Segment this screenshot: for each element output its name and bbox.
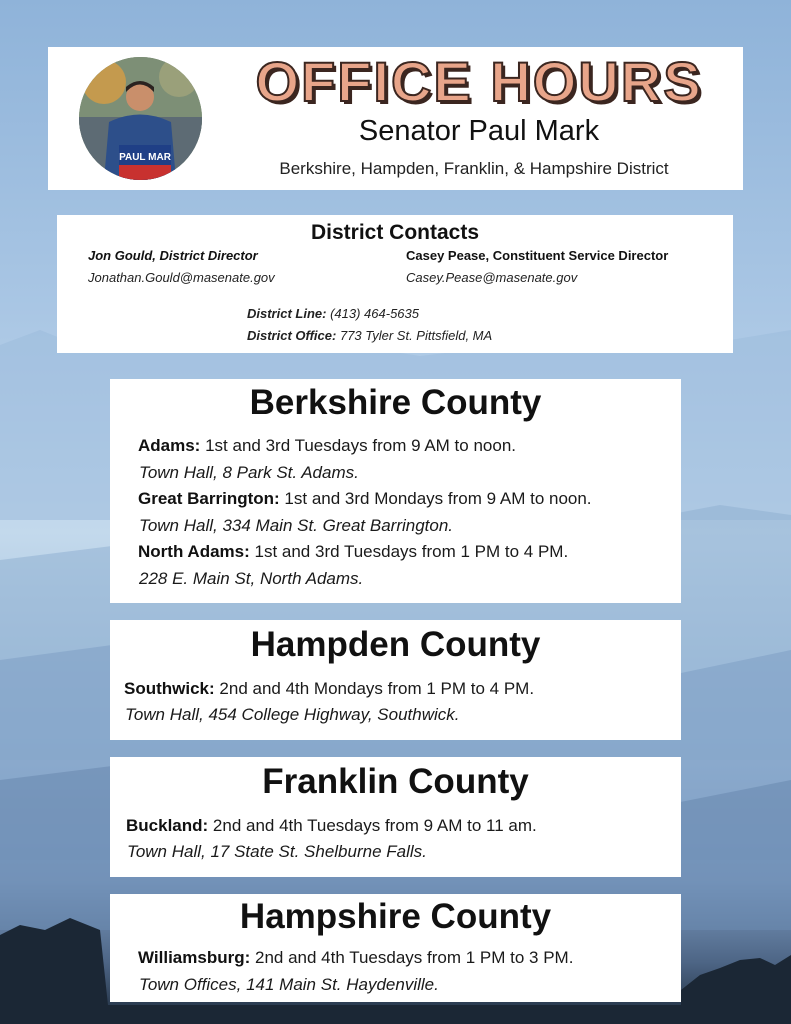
page-title: OFFICE HOURS [255, 50, 703, 113]
county-title: Hampshire County [239, 897, 552, 936]
district-office-label: District Office: [247, 328, 337, 343]
town-name: Adams: [138, 436, 201, 455]
district-line-value[interactable]: (413) 464-5635 [330, 306, 419, 321]
header-card [48, 47, 743, 190]
county-card-hampshire [110, 894, 681, 1002]
county-card-franklin [110, 757, 681, 877]
hours-text: 2nd and 4th Mondays from 1 PM to 4 PM. [219, 679, 535, 698]
district-line-label: District Line: [247, 306, 327, 321]
hours-text: 1st and 3rd Tuesdays from 9 AM to noon. [205, 436, 516, 455]
office-hours-entry [126, 816, 537, 836]
photo-sign-text: PAUL MAR [119, 152, 171, 163]
district-contacts-card [57, 215, 733, 353]
office-address: 228 E. Main St, North Adams. [139, 569, 364, 588]
senator-photo-image [79, 57, 202, 180]
county-title: Berkshire County [249, 383, 542, 422]
office-address: Town Offices, 141 Main St. Haydenville. [139, 975, 439, 994]
contacts-title: District Contacts [310, 221, 480, 244]
senator-name: Senator Paul Mark [358, 115, 600, 147]
senator-photo [79, 57, 202, 180]
contact-email[interactable]: Jonathan.Gould@masenate.gov [88, 270, 275, 285]
hours-text: 2nd and 4th Tuesdays from 1 PM to 3 PM. [254, 948, 574, 967]
contact-email[interactable]: Casey.Pease@masenate.gov [406, 270, 578, 285]
town-name: Buckland: [126, 816, 209, 835]
hours-text: 1st and 3rd Mondays from 9 AM to noon. [284, 489, 592, 508]
office-hours-entry [138, 436, 516, 456]
district-name: Berkshire, Hampden, Franklin, & Hampshire District [279, 159, 669, 178]
contact-name: Jon Gould, District Director [88, 248, 258, 263]
office-hours-entry [138, 489, 592, 509]
county-title: Franklin County [262, 762, 529, 801]
hours-text: 2nd and 4th Tuesdays from 9 AM to 11 am. [212, 816, 537, 835]
hours-text: 1st and 3rd Tuesdays from 1 PM to 4 PM. [254, 542, 569, 561]
office-address: Town Hall, 454 College Highway, Southwick. [125, 705, 460, 724]
town-name: Great Barrington: [138, 489, 280, 508]
office-address: Town Hall, 8 Park St. Adams. [139, 463, 359, 482]
town-name: Southwick: [124, 679, 215, 698]
county-title: Hampden County [250, 625, 541, 664]
county-card-berkshire [110, 379, 681, 603]
office-hours-entry [124, 679, 534, 699]
district-office-value: 773 Tyler St. Pittsfield, MA [339, 328, 493, 343]
office-hours-entry [138, 542, 568, 562]
office-address: Town Hall, 334 Main St. Great Barrington. [139, 516, 454, 535]
district-line [247, 306, 419, 321]
district-office [247, 328, 492, 343]
town-name: North Adams: [138, 542, 250, 561]
town-name: Williamsburg: [138, 948, 251, 967]
county-card-hampden [110, 620, 681, 740]
office-hours-entry [138, 948, 573, 968]
contact-name: Casey Pease, Constituent Service Director [406, 248, 669, 263]
office-address: Town Hall, 17 State St. Shelburne Falls. [127, 842, 427, 861]
